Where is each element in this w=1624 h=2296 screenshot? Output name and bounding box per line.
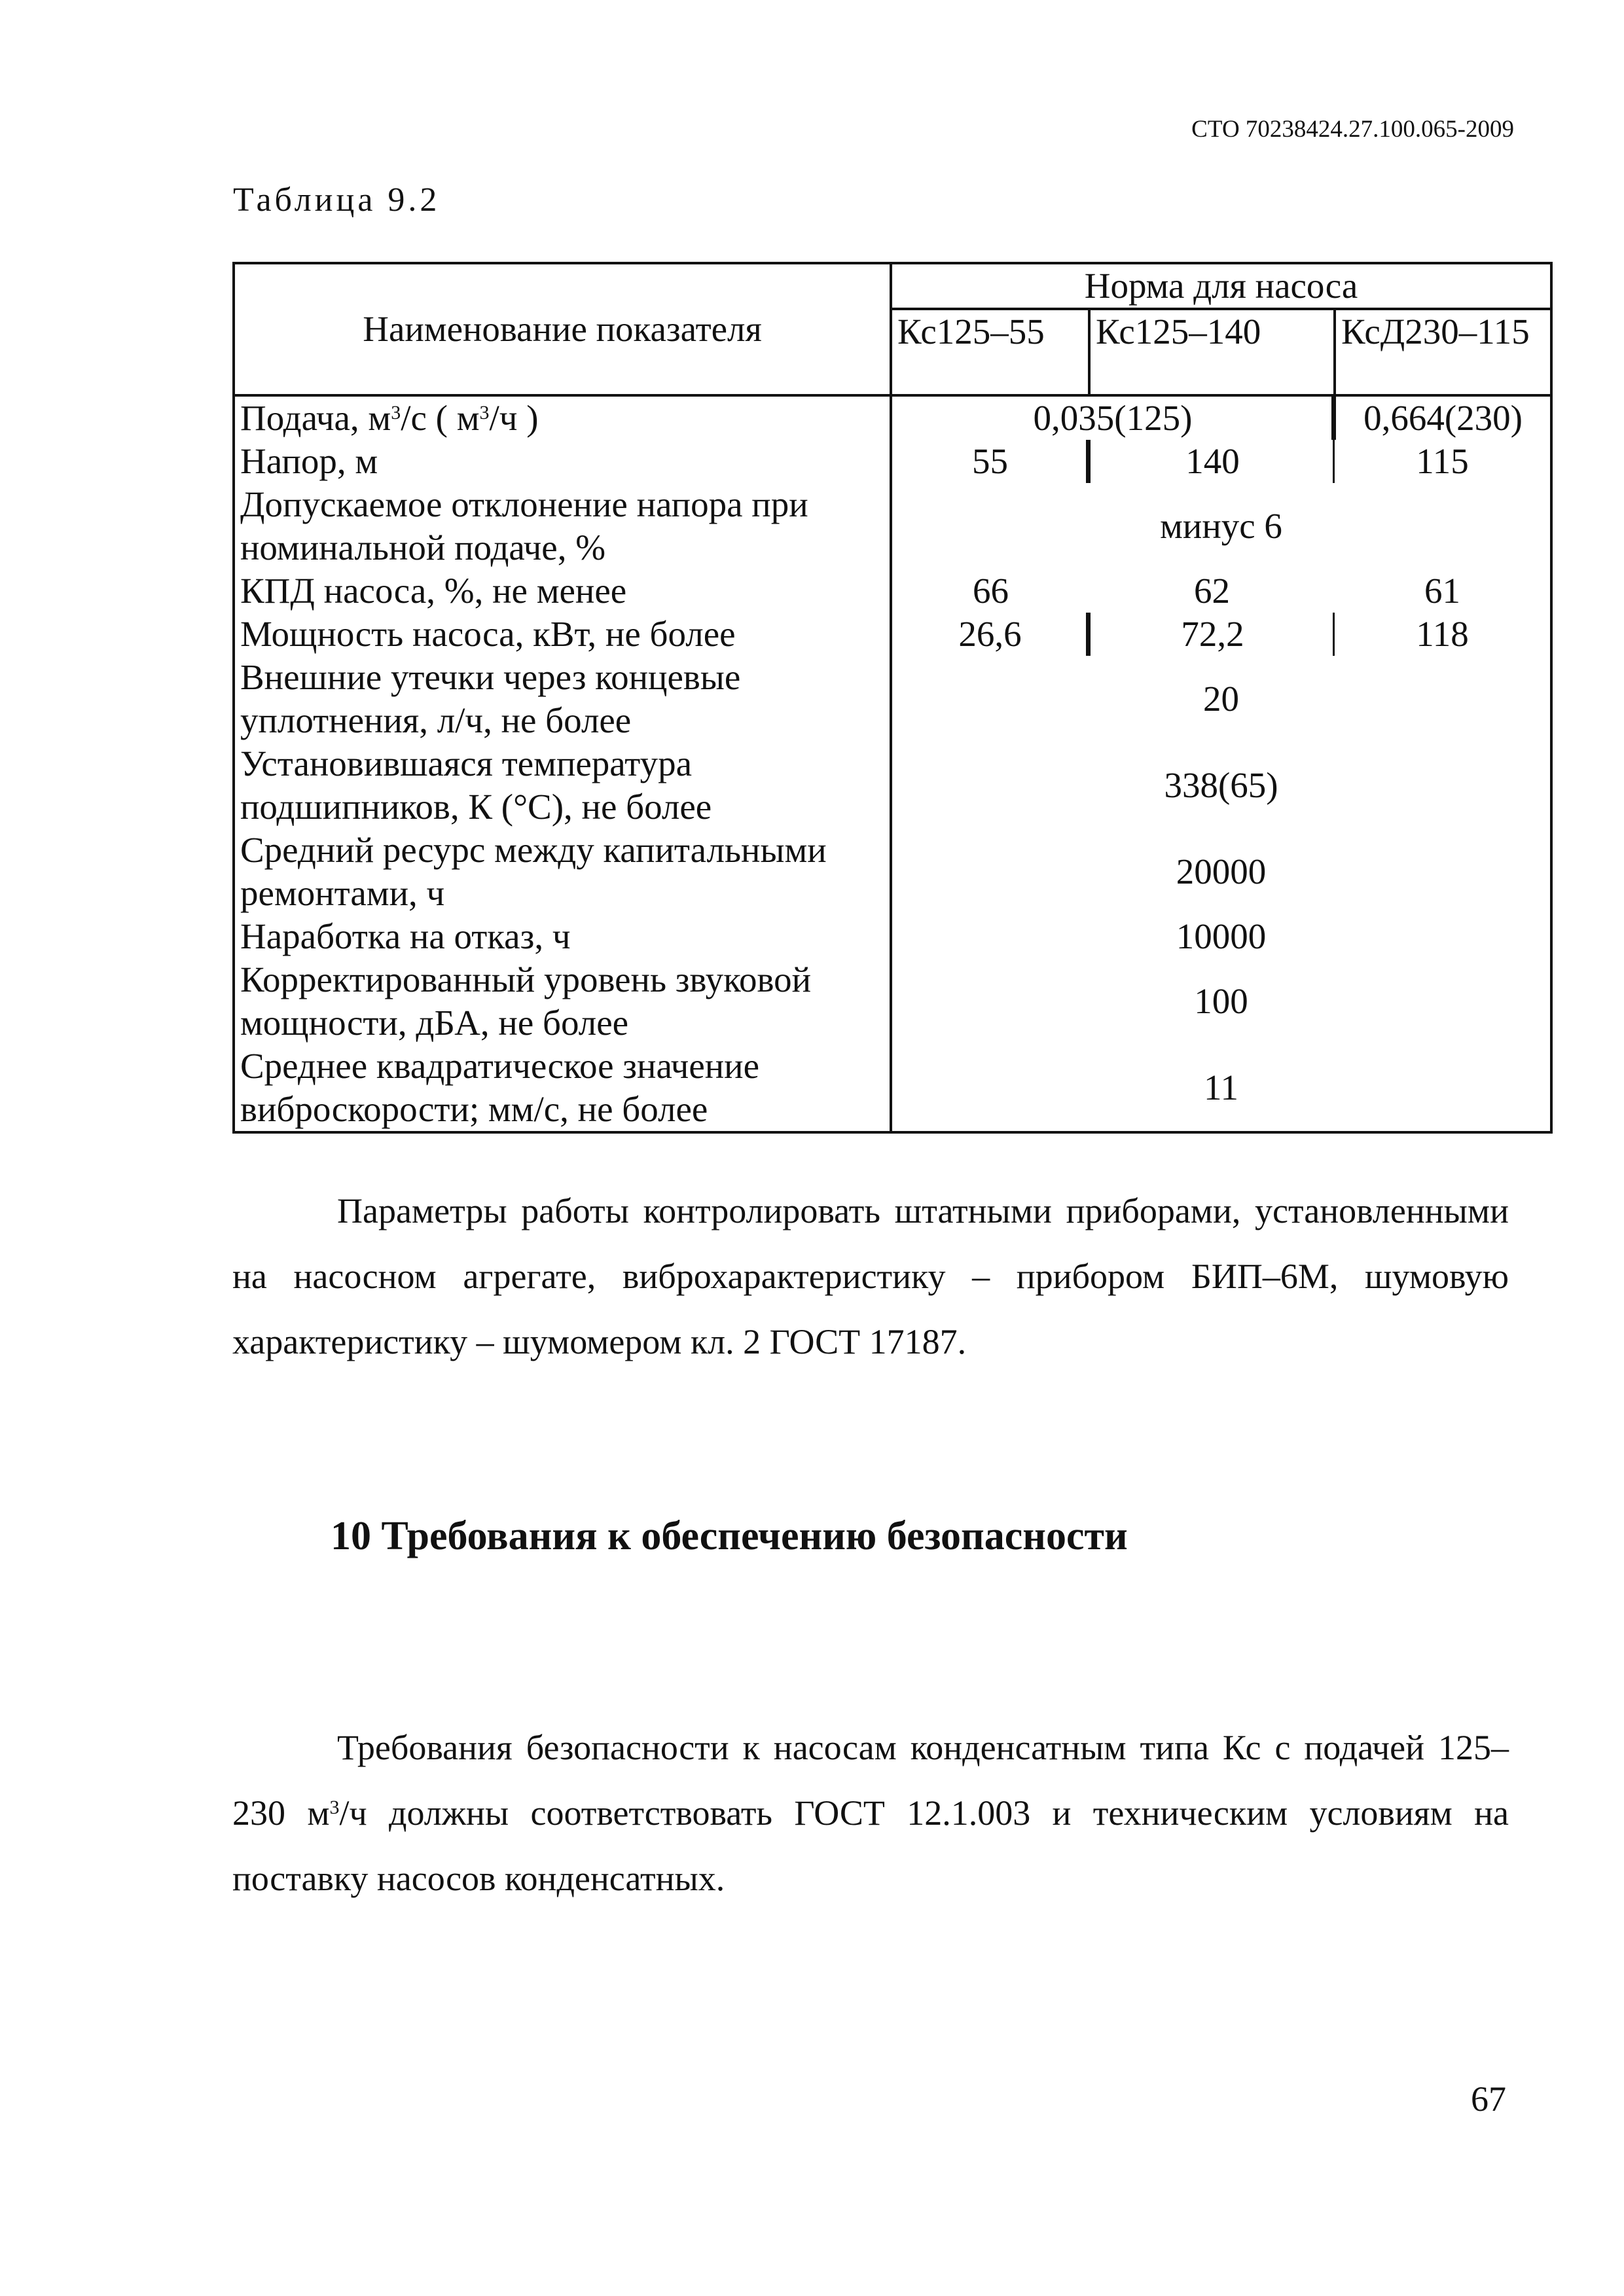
cell-value: 20	[891, 656, 1551, 742]
row-label: Внешние утечки через концевые уплотнения, л/ч, не более	[234, 656, 891, 742]
section-heading: 10 Требования к обеспечению безопасности	[331, 1514, 1128, 1558]
row-label: Средний ресурс между капитальными ремонтами, ч	[234, 829, 891, 915]
cell-value: 0,035(125)	[891, 395, 1335, 440]
cell-value: 26,6	[891, 613, 1089, 656]
table-row-noise	[234, 958, 1551, 1045]
cell-value: 338(65)	[891, 742, 1551, 829]
cell-value: 118	[1335, 613, 1551, 656]
cell-value: 115	[1335, 440, 1551, 483]
cell-value: минус 6	[891, 483, 1551, 569]
paragraph-measurement: Параметры работы контролировать штатными приборами, установленными на насосном агрегате, виброхарактеристику – прибором БИП–6М, шумовую характеристику – шумомером кл. 2 ГОСТ 17187.	[232, 1191, 1509, 1361]
cell-value: 11	[891, 1045, 1551, 1132]
cell-value: 20000	[891, 829, 1551, 915]
table-row-resource	[234, 829, 1551, 915]
paragraph-safety: Требования безопасности к насосам конденсатным типа Кс с подачей 125–230 $м^3/ч$ должны соответствовать ГОСТ 12.1.003 и техническим условиям на поставку насосов конденсатных.	[232, 1728, 1509, 1898]
model-header-3: КсД230–115	[1335, 309, 1551, 395]
cell-value: 66	[891, 569, 1089, 613]
row-label: Подача, $м^3/с$ ( $м^3/ч$ )	[234, 395, 891, 440]
table-row-vibration	[234, 1045, 1551, 1132]
cell-value: 55	[891, 440, 1089, 483]
table-row-deviation	[234, 483, 1551, 569]
row-label: Корректированный уровень звуковой мощности, дБА, не более	[234, 958, 891, 1045]
cell-value: 10000	[891, 915, 1551, 958]
model-header-2: Кс125–140	[1089, 309, 1335, 395]
row-label: Допускаемое отклонение напора при номинальной подаче, %	[234, 483, 891, 569]
row-label: КПД насоса, %, не менее	[234, 569, 891, 613]
cell-value: 72,2	[1089, 613, 1335, 656]
row-label: Среднее квадратическое значение виброскорости; мм/с, не более	[234, 1045, 891, 1132]
row-label: Установившаяся температура подшипников, К (°С), не более	[234, 742, 891, 829]
cell-value: 62	[1194, 571, 1230, 611]
model-header-1: Кс125–55	[891, 309, 1089, 395]
cell-value: 140	[1089, 440, 1335, 483]
table-row-flow	[234, 395, 1551, 440]
row-label: Напор, м	[234, 440, 891, 483]
page-number: 67	[1471, 2079, 1506, 2119]
table-row-efficiency	[234, 569, 1551, 613]
cell-value: 0,664(230)	[1335, 395, 1551, 440]
cell-value: 100	[891, 958, 1551, 1045]
table-row-leakage	[234, 656, 1551, 742]
document-code: СТО 70238424.27.100.065-2009	[1191, 116, 1514, 143]
table-row-head	[234, 440, 1551, 483]
pump-specs-table	[232, 262, 1553, 1134]
table-row-bearing-temp	[234, 742, 1551, 829]
column-header-norm: Норма для насоса	[891, 263, 1551, 309]
table-row-power	[234, 613, 1551, 656]
table-row-mtbf	[234, 915, 1551, 958]
table-title: Таблица 9.2	[233, 181, 441, 219]
row-label: Наработка на отказ, ч	[234, 915, 891, 958]
cell-value: 61	[1335, 569, 1551, 613]
row-label: Мощность насоса, кВт, не более	[234, 613, 891, 656]
column-header-name: Наименование показателя	[234, 263, 891, 395]
